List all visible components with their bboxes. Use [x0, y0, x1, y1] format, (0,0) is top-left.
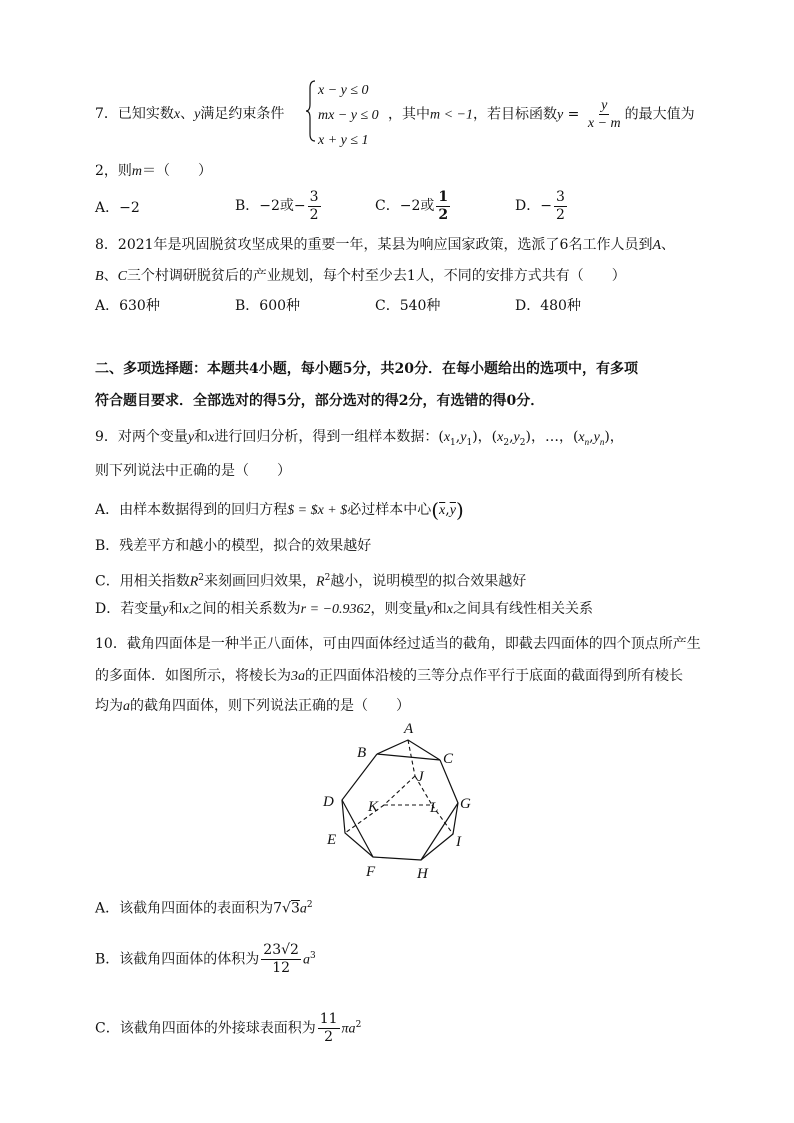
vertex-label-d: D [323, 794, 334, 810]
fraction-numerator: 1 [438, 188, 449, 205]
mean-x: $\overline{x}$ [439, 503, 446, 518]
superscript: 2 [198, 573, 205, 583]
vertex-label-j: J [417, 769, 424, 785]
q7-option-b[interactable] [235, 186, 323, 226]
q8-line2 [95, 267, 626, 286]
option-fraction [318, 1011, 340, 1046]
q10-text: 的正四面体沿棱的三等分点作平行于底面的截面得到所有棱长 [305, 668, 683, 684]
q8-option-c[interactable]: C．540种 [375, 298, 441, 314]
fraction-numerator: 23√2 [263, 942, 299, 959]
q9-option-a[interactable]: A．由样本数据得到的回归方程$ = $x + $必过样本中心$(\overline{x},\overline{y})$ [95, 498, 464, 522]
superscript: 3 [309, 951, 316, 961]
option-label: D． [515, 198, 541, 214]
q8-text: 8．2021年是巩固脱贫攻坚成果的重要一年，某县为响应国家政策，选派了6名工作人员到 [95, 237, 653, 253]
q7-option-c[interactable] [375, 186, 452, 226]
option-label: C． [375, 198, 400, 214]
fraction-denominator: 2 [555, 206, 565, 223]
village-a: A [652, 238, 662, 253]
q7-text: ＝（ ） [142, 163, 213, 179]
ellipsis: … [544, 429, 559, 445]
comma: ， [558, 429, 573, 445]
q10-text: 的多面体．如图所示，将棱长为 [95, 668, 291, 684]
q8-option-b[interactable]: B．600种 [235, 298, 301, 314]
var-a: a [302, 952, 310, 968]
constraint-2: mx − y ≤ 0 [318, 108, 379, 123]
sample-pair-2: $(x_2,y_2)$ [491, 429, 531, 448]
fraction-denominator: x − m [587, 116, 621, 131]
comma: ， [477, 429, 492, 445]
var-x: x [443, 430, 451, 445]
q10-text: 的截角四面体，则下列说法正确的是（ ） [130, 698, 410, 714]
fraction-denominator: 2 [438, 206, 449, 223]
fraction-denominator: 12 [272, 960, 291, 977]
q7-text: 2，则 [95, 163, 132, 179]
objective-fraction [586, 97, 623, 132]
option-text: 之间的相关系数为 [188, 601, 301, 617]
option-text: ，则变量 [370, 601, 427, 617]
option-text: A．由样本数据得到的回归方程 [95, 502, 288, 518]
q8-option-a[interactable]: A．630种 [95, 298, 160, 314]
edge-solid [421, 803, 458, 860]
q7-line1-tail [388, 97, 695, 133]
q7-text: 已知实数 [117, 106, 174, 122]
option-text: 之间具有线性相关关系 [452, 601, 593, 617]
option-text: 和 [432, 601, 447, 617]
q7-text: ，若目标函数 [473, 106, 558, 123]
option-fraction [436, 189, 450, 224]
q8-text: 三个村调研脱贫后的产业规划，每个村至少去1人，不同的安排方式共有（ ） [126, 268, 626, 284]
mean-y: $\overline{y}$ [449, 503, 456, 518]
radicand: 3 [290, 900, 300, 917]
comma: ， [609, 429, 624, 445]
vertex-label-h: H [417, 866, 428, 882]
constraint-3: x + y ≤ 1 [318, 133, 369, 148]
vertex-label-a: A [404, 721, 414, 737]
q7-line2 [95, 162, 212, 181]
option-label: A． [95, 200, 120, 216]
sample-pair-1: $(x_1,y_1)$ [438, 429, 478, 448]
truncated-tetrahedron-figure [320, 718, 485, 886]
vertex-label-g: G [460, 796, 471, 812]
option-label: B． [235, 198, 260, 214]
equals: = [563, 106, 584, 123]
var-y: y [460, 430, 467, 445]
village-c: C [117, 269, 127, 284]
var-pi-a: πa [341, 1021, 356, 1037]
q7-condition: m < −1 [430, 107, 474, 123]
var-r: R [316, 574, 325, 590]
vertex-label-f: F [366, 864, 376, 880]
superscript: 2 [306, 900, 313, 910]
vertex-label-b: B [357, 745, 367, 761]
constraint-system [318, 78, 379, 153]
q7-text: ，其中 [388, 106, 430, 123]
option-text: D．若变量 [95, 601, 163, 617]
q7-sep: 、 [180, 106, 195, 122]
var-y: y [593, 430, 600, 445]
option-text: −2或 [399, 198, 435, 214]
constraint-brace [306, 80, 316, 142]
q7-text: 的最大值为 [624, 106, 695, 123]
option-text: A．该截角四面体的表面积为 [95, 900, 274, 917]
q10-line3 [95, 697, 410, 716]
section-header-line1: 二、多项选择题：本题共4小题，每小题5分，共20分．在每小题给出的选项中，有多项 [95, 361, 638, 377]
paren-open: ( [431, 498, 440, 522]
q8-text: 、 [103, 268, 118, 284]
q8-text: 、 [661, 237, 676, 253]
var-y: y [194, 107, 201, 122]
edge-length: 3a [291, 669, 305, 684]
edge-length: a [123, 699, 130, 714]
var-y: y [513, 430, 520, 445]
correlation-value: r = −0.9362 [300, 602, 371, 617]
sample-pair-n: $(x_n,y_n)$ [572, 429, 610, 447]
q7-option-d[interactable] [515, 186, 569, 226]
vertex-label-i: I [456, 834, 461, 850]
option-text: 必过样本中心 [347, 502, 432, 518]
q9-option-b[interactable]: B．残差平方和越小的模型，拟合的效果越好 [95, 538, 372, 554]
objective-y: y [557, 107, 564, 123]
subscript: 2 [519, 437, 526, 448]
var-m: m [131, 164, 143, 179]
fraction-denominator: 2 [324, 1029, 334, 1046]
q7-text: 满足约束条件 [200, 106, 285, 122]
q10-text: 均为 [95, 698, 123, 714]
var-x: x [208, 430, 215, 445]
option-text: −2或− [259, 198, 306, 214]
subscript: n [584, 436, 590, 447]
q10-line2 [95, 667, 683, 686]
option-fraction [261, 942, 301, 977]
q8-option-d[interactable]: D．480种 [515, 298, 581, 314]
coefficient: 7 [273, 900, 283, 917]
superscript: 2 [355, 1020, 362, 1030]
fraction-numerator: y [601, 98, 608, 113]
paren-close: ) [455, 498, 464, 522]
radical: √3 [282, 900, 300, 917]
fraction-numerator: 11 [319, 1011, 338, 1028]
edge-solid [342, 754, 458, 860]
var-x: x [578, 430, 585, 445]
constraint-1: x − y ≤ 0 [318, 83, 369, 98]
var-y: y [187, 430, 195, 445]
village-b: B [95, 269, 104, 284]
q7-option-a[interactable] [95, 199, 140, 217]
var-x: x [173, 107, 181, 122]
option-text: − [540, 198, 552, 214]
q9-text: 和 [194, 429, 209, 445]
section-header-line2: 符合题目要求．全部选对的得5分，部分选对的得2分，有选错的得0分． [95, 393, 545, 409]
option-fraction [308, 189, 321, 224]
q9-text: 9．对两个变量 [95, 429, 188, 445]
var-x: x [497, 430, 504, 445]
option-text: C．该截角四面体的外接球表面积为 [95, 1020, 316, 1037]
q10-line1: 10．截角四面体是一种半正八面体，可由四面体经过适当的截角，即截去四面体的四个顶点所产生 [95, 636, 701, 652]
q9-line2: 则下列说法中正确的是（ ） [95, 463, 291, 479]
option-text: 和 [168, 601, 183, 617]
q10-option-c[interactable] [95, 1005, 361, 1050]
subscript: 1 [450, 437, 456, 448]
fraction-numerator: 3 [309, 188, 319, 205]
vertex-label-e: E [327, 832, 337, 848]
subscript: n [599, 436, 605, 447]
subscript: 2 [503, 437, 510, 448]
edge-hidden [384, 776, 415, 805]
var-y: y [426, 602, 433, 617]
q10-option-b[interactable] [95, 936, 316, 981]
var-x: x [446, 602, 453, 617]
q10-option-a[interactable] [95, 896, 313, 919]
option-text: B．该截角四面体的体积为 [95, 951, 260, 968]
q8-line1 [95, 236, 675, 255]
option-text: 来刻画回归效果， [204, 573, 317, 590]
q7-line1 [95, 105, 284, 124]
option-fraction [554, 189, 567, 224]
q9-text: 进行回归分析，得到一组样本数据： [214, 429, 439, 445]
comma: ， [530, 429, 545, 445]
edge-solid [377, 754, 440, 760]
var-r: R [189, 574, 199, 590]
fraction-numerator: 3 [555, 188, 565, 205]
q9-line1 [95, 428, 624, 452]
fraction-denominator: 2 [309, 206, 319, 223]
option-text: −2 [119, 200, 140, 216]
vertex-label-c: C [443, 751, 454, 767]
vertex-label-l: L [430, 800, 439, 816]
q9-option-d[interactable] [95, 600, 593, 619]
var-x: x [182, 602, 189, 617]
regression-equation: $ = $x + $ [287, 503, 348, 518]
subscript: 1 [466, 437, 473, 448]
option-text: C．用相关指数 [95, 573, 190, 590]
var-a: a [299, 901, 307, 917]
option-text: 越小，说明模型的拟合效果越好 [330, 573, 527, 590]
q7-number: 7． [95, 106, 118, 122]
superscript: 2 [324, 573, 331, 583]
var-y: y [162, 602, 169, 617]
vertex-label-k: K [368, 799, 379, 815]
q9-option-c[interactable] [95, 569, 526, 592]
edge-hidden [345, 805, 384, 833]
